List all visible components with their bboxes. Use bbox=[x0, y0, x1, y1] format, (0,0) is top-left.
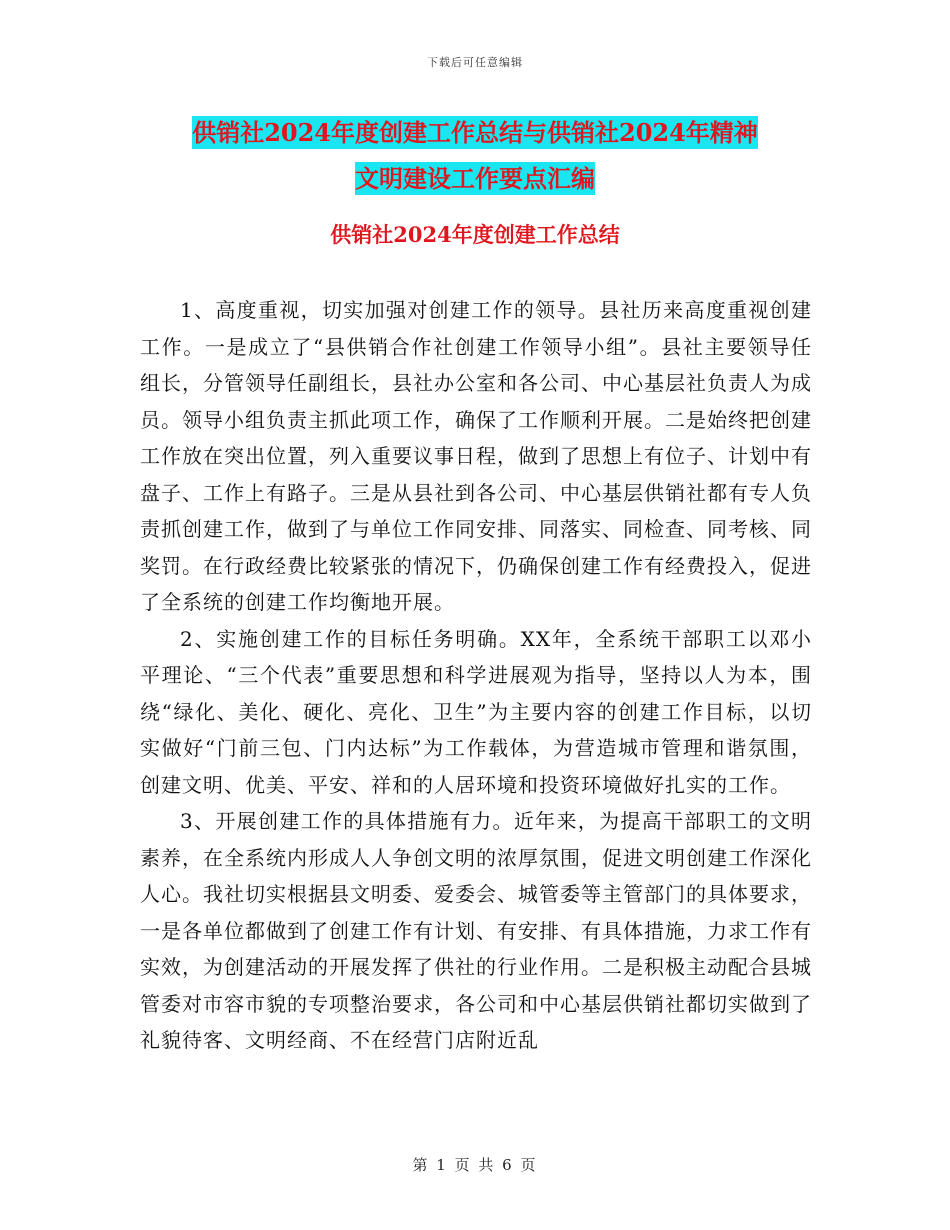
document-title bbox=[140, 110, 810, 202]
page-number: 第 1 页 共 6 页 bbox=[412, 1156, 538, 1174]
document-title-line1: 供销社2024年度创建工作总结与供销社2024年精神 bbox=[192, 118, 758, 147]
document-body bbox=[140, 292, 812, 1059]
document-title-line2: 文明建设工作要点汇编 bbox=[355, 164, 595, 193]
paragraph-1: 1、高度重视，切实加强对创建工作的领导。县社历来高度重视创建工作。一是成立了“县供销合作社创建工作领导小组”。县社主要领导任组长，分管领导任副组长，县社办公室和各公司、中心基层社负责人为成员。领导小组负责主抓此项工作，确保了工作顺利开展。二是始终把创建工作放在突出位置，列入重要议事日程，做到了思想上有位子、计划中有盘子、工作上有路子。三是从县社到各公司、中心基层供销社都有专人负责抓创建工作，做到了与单位工作同安排、同落实、同检查、同考核、同奖罚。在行政经费比较紧张的情况下，仍确保创建工作有经费投入，促进了全系统的创建工作均衡地开展。 bbox=[140, 298, 812, 614]
page-header-note: 下载后可任意编辑 bbox=[427, 56, 523, 69]
paragraph-3: 3、开展创建工作的具体措施有力。近年来，为提高干部职工的文明素养，在全系统内形成人人争创文明的浓厚氛围，促进文明创建工作深化人心。我社切实根据县文明委、爱委会、城管委等主管部门的具体要求，一是各单位都做到了创建工作有计划、有安排、有具体措施，力求工作有实效，为创建活动的开展发挥了供社的行业作用。二是积极主动配合县城管委对市容市貌的专项整治要求，各公司和中心基层供销社都切实做到了礼貌待客、文明经商、不在经营门店附近乱 bbox=[140, 809, 812, 1052]
paragraph-2: 2、实施创建工作的目标任务明确。XX年，全系统干部职工以邓小平理论、“三个代表”重要思想和科学进展观为指导，坚持以人为本，围绕“绿化、美化、硬化、亮化、卫生”为主要内容的创建工作目标，以切实做好“门前三包、门内达标”为工作载体，为营造城市管理和谐氛围，创建文明、优美、平安、祥和的人居环境和投资环境做好扎实的工作。 bbox=[140, 626, 812, 797]
section-title: 供销社2024年度创建工作总结 bbox=[330, 222, 620, 247]
